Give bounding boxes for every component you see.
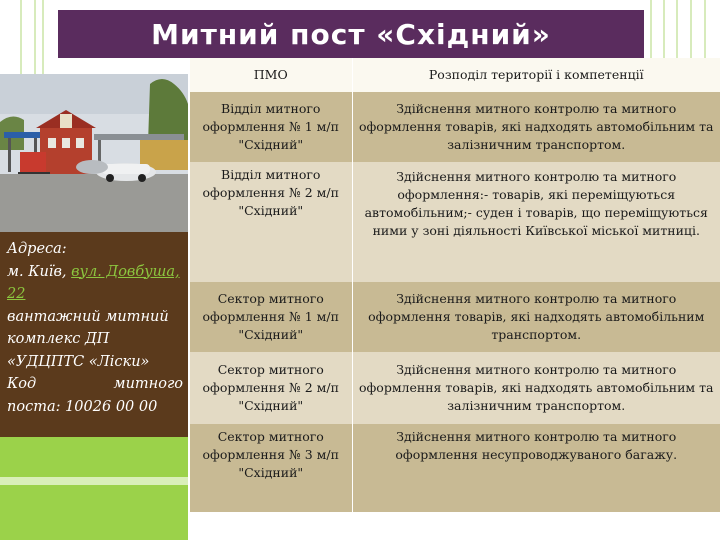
row-competence: Здійснення митного контролю та митного оформлення товарів, які надходять автомобільним транспортом. [352, 282, 720, 352]
row-competence: Здійснення митного контролю та митного оформлення несупроводжуваного багажу. [352, 424, 720, 512]
address-line-2: комплекс ДП [7, 331, 110, 347]
address-block [7, 238, 183, 418]
address-city: м. Київ, [7, 263, 72, 280]
code-label: Код [7, 376, 37, 392]
row-unit: Сектор митного оформлення № 3 м/п "Східний" [190, 424, 352, 512]
code-word: митного [113, 376, 183, 392]
address-label: Адреса: [7, 241, 67, 257]
address-line-3: «УДЦПТС «Ліски» [7, 353, 150, 370]
row-unit: Відділ митного оформлення № 2 м/п "Східний" [190, 162, 352, 282]
page-title: Митний пост «Східний» [151, 17, 551, 51]
address-number-link[interactable]: 22 [7, 286, 26, 302]
table-header-row [190, 58, 720, 92]
table-row [190, 424, 720, 512]
header-competence: Розподіл території і компетенції [352, 58, 720, 92]
customs-post-photo [0, 74, 188, 232]
row-unit: Сектор митного оформлення № 1 м/п "Східний" [190, 282, 352, 352]
address-line-1: вантажний митний [7, 308, 169, 325]
post-code-line [7, 373, 183, 396]
row-competence: Здійснення митного контролю та митного оформлення:- товарів, які переміщуються автомобільним;- суден і товарів, що переміщуються ними у зоні діяльності Київської міської митниці. [352, 162, 720, 282]
post-code-value: поста: 10026 00 00 [7, 398, 158, 415]
table-row [190, 282, 720, 352]
row-unit: Відділ митного оформлення № 1 м/п "Східний" [190, 92, 352, 162]
row-competence: Здійснення митного контролю та митного оформлення товарів, які надходять автомобільним та залізничним транспортом. [352, 352, 720, 424]
address-street-link[interactable]: вул. Довбуша, [71, 263, 180, 280]
decorative-green-block [0, 437, 188, 540]
row-unit: Сектор митного оформлення № 2 м/п "Східний" [190, 352, 352, 424]
table-row [190, 162, 720, 282]
competence-table [190, 58, 720, 512]
address-city-line [7, 261, 183, 284]
table-row [190, 352, 720, 424]
header-unit: ПМО [190, 58, 352, 92]
row-competence: Здійснення митного контролю та митного оформлення товарів, які надходять автомобільним та залізничним транспортом. [352, 92, 720, 162]
title-bar [58, 10, 644, 58]
decorative-light-strip [0, 477, 188, 485]
table-row [190, 92, 720, 162]
